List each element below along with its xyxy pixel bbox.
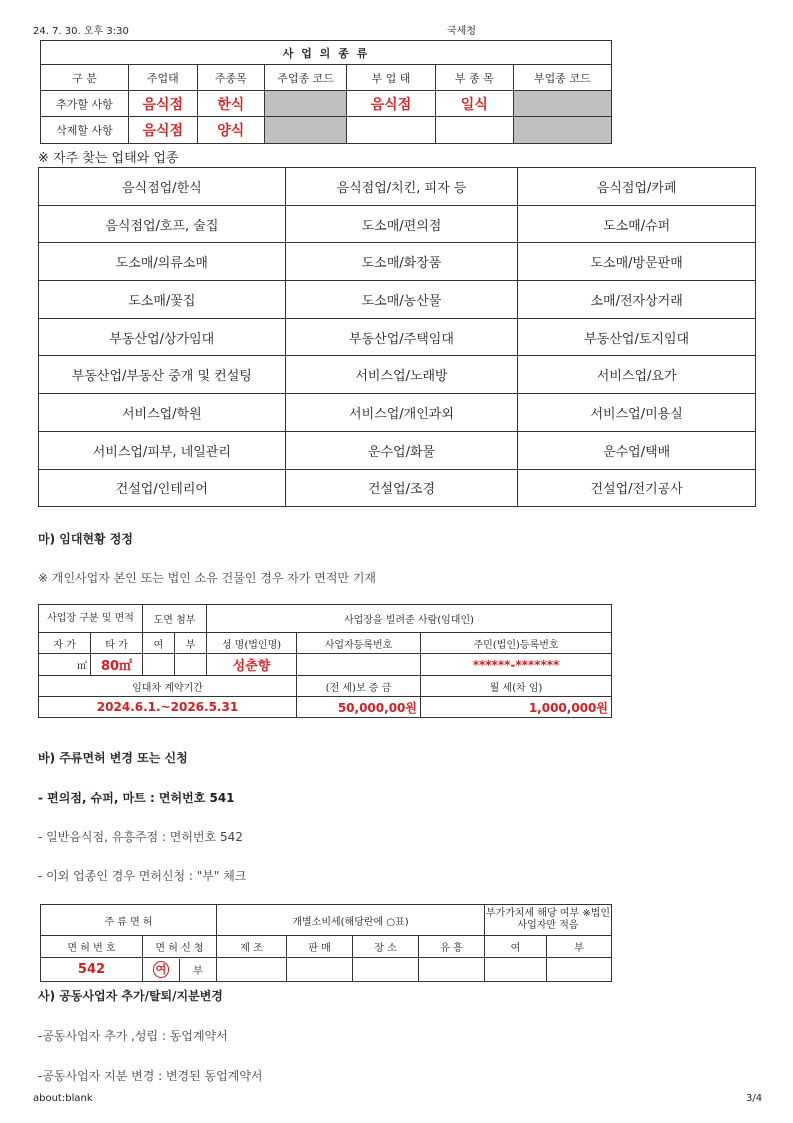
frequent-cell: 음식점업/한식 <box>39 168 286 206</box>
drawing-no-cell <box>175 654 207 676</box>
sub-biz-value: 음식점 <box>346 91 435 117</box>
vat-no-header: 부 <box>547 936 612 958</box>
rent-header: 타 가 <box>91 633 143 654</box>
lease-note: ※ 개인사업자 본인 또는 법인 소유 건물인 경우 자가 면적만 기재 <box>38 571 377 585</box>
name-header: 성 명(법인명) <box>207 633 297 654</box>
liquor-line-3: - 이외 업종인 경우 면허신청 : "부" 체크 <box>38 869 247 883</box>
sub-biz-value <box>346 117 435 144</box>
drawing-yes-cell <box>143 654 175 676</box>
liquor-license-table <box>40 904 612 982</box>
lease-table <box>38 604 612 718</box>
sale-header: 판 매 <box>287 936 353 958</box>
table-row <box>39 243 756 281</box>
place-header: 장 소 <box>353 936 419 958</box>
footer-url: about:blank <box>33 1093 93 1104</box>
frequent-cell: 소매/전자상거래 <box>518 281 756 319</box>
main-biz-value: 음식점 <box>129 117 198 144</box>
table-row <box>41 91 612 117</box>
frequent-cell: 도소매/슈퍼 <box>518 205 756 243</box>
main-biz-value: 음식점 <box>129 91 198 117</box>
apply-yes-circled: 여 <box>153 961 170 978</box>
licno-header: 면 허 번 호 <box>41 936 143 958</box>
frequent-cell: 음식점업/치킨, 피자 등 <box>285 168 518 206</box>
lessor-id-value: ******-******* <box>421 654 612 676</box>
col-header: 주업종 코드 <box>265 65 347 91</box>
table-row <box>39 356 756 394</box>
frequent-cell: 건설업/인테리어 <box>39 469 286 507</box>
frequent-cell: 도소매/편의점 <box>285 205 518 243</box>
liquor-section-title: 바) 주류면허 변경 또는 신청 <box>38 751 188 765</box>
lessor-name-value: 성춘향 <box>207 654 297 676</box>
sub-code-cell <box>513 91 611 117</box>
footer-page: 3/4 <box>746 1093 763 1104</box>
frequent-cell: 음식점업/호프, 술집 <box>39 205 286 243</box>
excise-header: 개별소비세(해당란에 ○표) <box>217 905 485 936</box>
period-value: 2024.6.1.~2026.5.31 <box>39 697 297 718</box>
license-header: 주 류 면 허 <box>41 905 217 936</box>
main-item-value: 양식 <box>197 117 265 144</box>
lease-section-title: 마) 임대현황 정정 <box>38 532 133 546</box>
table-row <box>39 205 756 243</box>
liquor-line-2: - 일반음식점, 유흥주점 : 면허번호 542 <box>38 830 243 844</box>
sub-code-cell <box>513 117 611 144</box>
frequent-cell: 도소매/의류소매 <box>39 243 286 281</box>
bizno-header: 사업자등록번호 <box>297 633 421 654</box>
frequent-cell: 부동산업/부동산 중개 및 컨설팅 <box>39 356 286 394</box>
deposit-value: 50,000,00원 <box>297 697 421 718</box>
frequent-cell: 도소매/방문판매 <box>518 243 756 281</box>
apply-no-label: 부 <box>193 966 203 977</box>
col-header: 구 분 <box>41 65 129 91</box>
rent-area-value: 80㎡ <box>91 654 143 676</box>
apply-cell <box>143 958 217 982</box>
table-row <box>39 168 756 206</box>
col-header: 부 종 목 <box>435 65 513 91</box>
frequent-cell: 건설업/전기공사 <box>518 469 756 507</box>
vat-yes-cell <box>485 958 547 982</box>
frequent-cell: 운수업/택배 <box>518 431 756 469</box>
frequent-cell: 서비스업/미용실 <box>518 394 756 432</box>
sub-item-value <box>435 117 513 144</box>
frequent-cell: 부동산업/주택임대 <box>285 318 518 356</box>
table-row <box>41 117 612 144</box>
frequent-cell: 부동산업/토지임대 <box>518 318 756 356</box>
vat-yes-header: 여 <box>485 936 547 958</box>
row-label: 삭제할 사항 <box>41 117 129 144</box>
frequent-cell: 서비스업/노래방 <box>285 356 518 394</box>
period-header: 임대차 계약기간 <box>39 676 297 697</box>
partner-line-1: -공동사업자 추가 ,성립 : 동업계약서 <box>38 1029 228 1043</box>
frequent-cell: 서비스업/개인과외 <box>285 394 518 432</box>
vat-no-cell <box>547 958 612 982</box>
frequent-cell: 음식점업/카페 <box>518 168 756 206</box>
col-header: 주종목 <box>197 65 265 91</box>
col-header: 부업종 코드 <box>513 65 611 91</box>
col-header: 부 업 태 <box>346 65 435 91</box>
mfg-cell <box>217 958 287 982</box>
frequent-business-table <box>38 167 756 507</box>
frequent-cell: 도소매/화장품 <box>285 243 518 281</box>
entertain-cell <box>419 958 485 982</box>
table-row <box>39 394 756 432</box>
own-header: 자 가 <box>39 633 91 654</box>
monthly-header: 월 세(차 임) <box>421 676 612 697</box>
main-item-value: 한식 <box>197 91 265 117</box>
business-type-table <box>40 40 612 144</box>
frequent-cell: 도소매/농산물 <box>285 281 518 319</box>
print-datetime: 24. 7. 30. 오후 3:30 <box>33 26 129 37</box>
entertain-header: 유 흥 <box>419 936 485 958</box>
lessor-header: 사업장을 빌려준 사람(임대인) <box>207 605 612 633</box>
col-header: 주업태 <box>129 65 198 91</box>
main-code-cell <box>265 91 347 117</box>
deposit-header: (전 세)보 증 금 <box>297 676 421 697</box>
frequent-cell: 서비스업/학원 <box>39 394 286 432</box>
partner-line-2: -공동사업자 지분 변경 : 변경된 동업계약서 <box>38 1069 263 1083</box>
apply-header: 면 허 신 청 <box>143 936 217 958</box>
frequent-cell: 운수업/화물 <box>285 431 518 469</box>
lessor-bizno-value <box>297 654 421 676</box>
row-label: 추가할 사항 <box>41 91 129 117</box>
table-row <box>39 318 756 356</box>
sale-cell <box>287 958 353 982</box>
frequent-cell: 부동산업/상가임대 <box>39 318 286 356</box>
frequent-cell: 도소매/꽃집 <box>39 281 286 319</box>
drawing-header: 도면 첨부 <box>143 605 207 633</box>
licno-value: 542 <box>41 958 143 982</box>
place-cell <box>353 958 419 982</box>
frequent-cell: 건설업/조경 <box>285 469 518 507</box>
frequent-note: ※ 자주 찾는 업태와 업종 <box>38 151 179 166</box>
frequent-cell: 서비스업/피부, 네일관리 <box>39 431 286 469</box>
table-row <box>39 469 756 507</box>
table-row <box>39 431 756 469</box>
print-site: 국세청 <box>447 26 476 37</box>
idno-header: 주민(법인)등록번호 <box>421 633 612 654</box>
vat-header: 부가가치세 해당 여부 ※법인 사업자만 적음 <box>485 905 612 936</box>
monthly-value: 1,000,000원 <box>421 697 612 718</box>
area-header: 사업장 구분 및 면적 <box>39 605 143 633</box>
business-type-title: 사 업 의 종 류 <box>41 41 612 65</box>
no-header: 부 <box>175 633 207 654</box>
liquor-line-1: - 편의점, 슈퍼, 마트 : 면허번호 541 <box>38 791 235 805</box>
yes-header: 여 <box>143 633 175 654</box>
table-row <box>39 281 756 319</box>
own-area-value: ㎡ <box>39 654 91 676</box>
sub-item-value: 일식 <box>435 91 513 117</box>
main-code-cell <box>265 117 347 144</box>
frequent-cell: 서비스업/요가 <box>518 356 756 394</box>
partner-section-title: 사) 공동사업자 추가/탈퇴/지분변경 <box>38 989 223 1003</box>
mfg-header: 제 조 <box>217 936 287 958</box>
